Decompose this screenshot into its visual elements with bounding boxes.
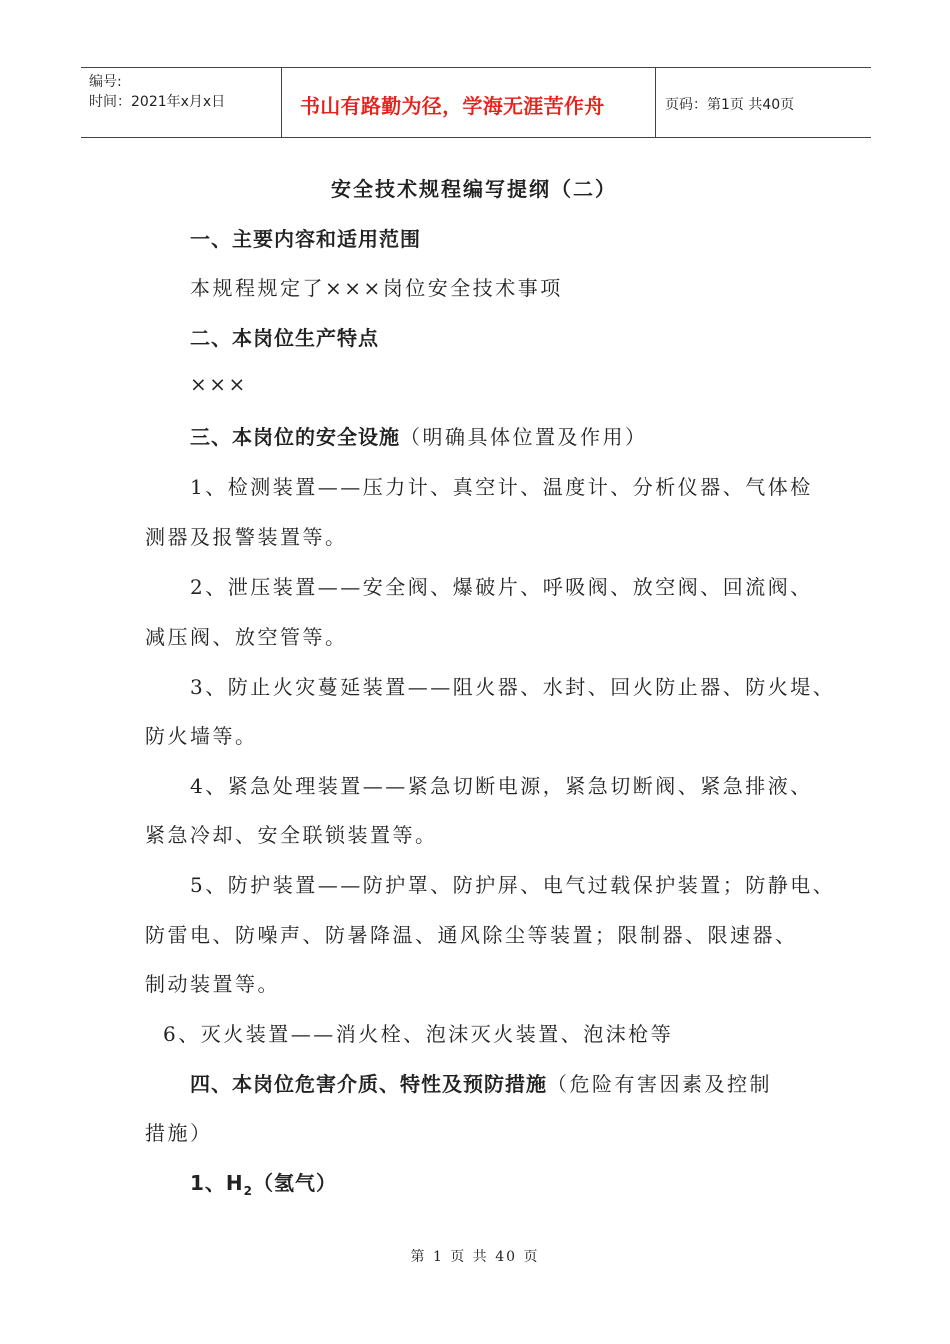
item-1-line-2: 测器及报警装置等。 [145, 525, 348, 549]
section-3-heading: 三、本岗位的安全设施 [190, 425, 400, 449]
subsection-1-heading [190, 1167, 337, 1198]
item-5-line-1: 5、防护装置——防护罩、防护屏、电气过载保护装置；防静电、 [190, 873, 836, 897]
item-2-line-2: 减压阀、放空管等。 [145, 625, 348, 649]
section-3-note: （明确具体位置及作用） [400, 425, 648, 449]
item-5-line-2: 防雷电、防噪声、防暑降温、通风除尘等装置；限制器、限速器、 [145, 923, 798, 947]
item-3-line-2: 防火墙等。 [145, 724, 258, 748]
item-4-line-2: 紧急冷却、安全联锁装置等。 [145, 823, 438, 847]
item-2-line-1: 2、泄压装置——安全阀、爆破片、呼吸阀、放空阀、回流阀、 [190, 575, 813, 599]
section-4-note-line-2: 措施） [145, 1121, 213, 1145]
item-1-line-1: 1、检测装置——压力计、真空计、温度计、分析仪器、气体检 [190, 475, 813, 499]
time-label: 时间：2021年x月x日 [89, 94, 226, 110]
section-4-note: （危险有害因素及控制 [547, 1072, 772, 1096]
document-title: 安全技术规程编写提纲（二） [331, 177, 617, 201]
item-3-line-1: 3、防止火灾蔓延装置——阻火器、水封、回火防止器、防火堤、 [190, 675, 836, 699]
item-6-line-1: 6、灭火装置——消火栓、泡沫灭火装置、泡沫枪等 [163, 1022, 674, 1046]
header-motto-cell [282, 68, 656, 137]
number-label: 编号: [89, 74, 122, 90]
section-1-heading: 一、主要内容和适用范围 [190, 227, 421, 251]
subsection-1-suffix: （氢气） [253, 1171, 338, 1195]
page-label: 页码：第1页 共40页 [665, 97, 795, 113]
header-page-cell [656, 68, 871, 137]
section-3-line [190, 421, 648, 450]
subsection-1-subscript: 2 [243, 1184, 254, 1198]
item-5-line-3: 制动装置等。 [145, 972, 280, 996]
section-4-heading: 四、本岗位危害介质、特性及预防措施 [190, 1072, 547, 1096]
section-2-text: ××× [190, 372, 248, 396]
subsection-1-prefix: 1、H [190, 1171, 244, 1195]
section-1-text: 本规程规定了×××岗位安全技术事项 [190, 276, 563, 300]
section-4-line [190, 1068, 772, 1097]
section-2-heading: 二、本岗位生产特点 [190, 326, 379, 350]
motto-text: 书山有路勤为径，学海无涯苦作舟 [300, 94, 605, 118]
header-info-cell [81, 68, 282, 137]
item-4-line-1: 4、紧急处理装置——紧急切断电源，紧急切断阀、紧急排液、 [190, 774, 813, 798]
page-header [81, 67, 871, 138]
page-footer: 第 1 页 共 40 页 [410, 1249, 540, 1265]
